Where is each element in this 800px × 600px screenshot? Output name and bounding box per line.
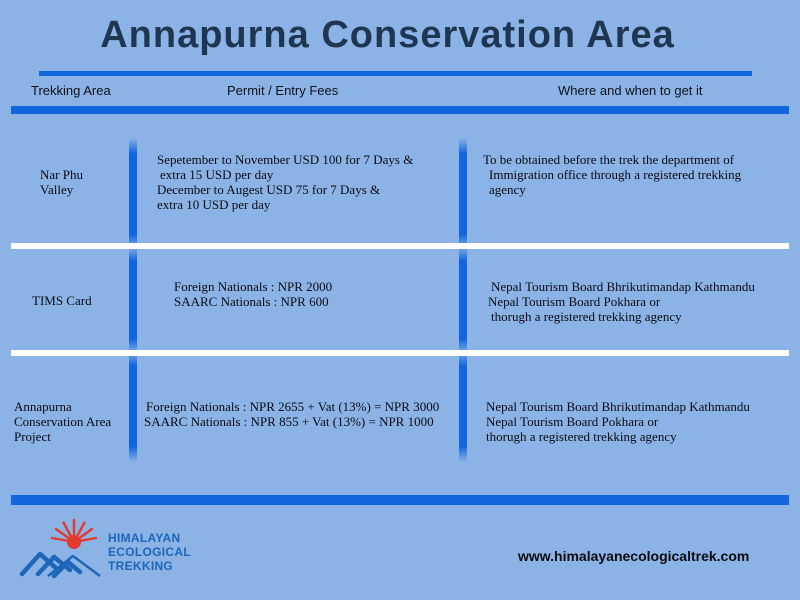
fee-text-line: extra 15 USD per day xyxy=(160,167,274,182)
fee-text-line: Foreign Nationals : NPR 2655 + Vat (13%) = NPR 3000 xyxy=(146,399,440,414)
logo-line: ECOLOGICAL xyxy=(108,545,191,559)
area-text-line: Annapurna xyxy=(14,399,72,414)
fee-text-line: SAARC Nationals : NPR 855 + Vat (13%) = NPR 1000 xyxy=(144,414,434,429)
title-underline xyxy=(39,71,752,76)
logo-text xyxy=(108,531,191,573)
where-text-line: Immigration office through a registered trekking xyxy=(489,167,742,182)
fee-text-line: extra 10 USD per day xyxy=(157,197,271,212)
fee-text-line: December to Augest USD 75 for 7 Days & xyxy=(157,182,381,197)
where-text-line: Nepal Tourism Board Bhrikutimandap Kathmandu xyxy=(491,279,755,294)
where-text-line: agency xyxy=(489,182,526,197)
column-divider xyxy=(129,246,137,354)
himalayan-logo-icon xyxy=(18,518,108,580)
row-tims-area xyxy=(32,293,92,308)
column-divider xyxy=(459,246,467,354)
row-divider xyxy=(11,350,789,356)
where-text-line: thorugh a registered trekking agency xyxy=(491,309,682,324)
row-tims-fees xyxy=(174,279,332,309)
fee-text-line: Sepetember to November USD 100 for 7 Days & xyxy=(157,152,414,167)
row-acap-area xyxy=(14,399,111,444)
row-acap-where xyxy=(486,399,750,444)
row-divider xyxy=(11,243,789,249)
row-nar-phu-where xyxy=(483,152,741,197)
header-divider xyxy=(11,106,789,114)
column-divider xyxy=(459,350,467,462)
footer-divider xyxy=(11,495,789,505)
fee-text-line: Foreign Nationals : NPR 2000 xyxy=(174,279,333,294)
column-divider xyxy=(129,350,137,462)
where-text-line: Nepal Tourism Board Pokhara or xyxy=(486,414,659,429)
logo-line: HIMALAYAN xyxy=(108,531,181,545)
header-permit-fees: Permit / Entry Fees xyxy=(227,83,339,98)
where-text-line: Nepal Tourism Board Pokhara or xyxy=(488,294,661,309)
area-text-line: Project xyxy=(14,429,51,444)
column-divider xyxy=(129,138,137,250)
area-text-line: TIMS Card xyxy=(32,293,92,308)
logo-line: TREKKING xyxy=(108,559,174,573)
area-text-line: Nar Phu xyxy=(40,167,83,182)
row-acap-fees xyxy=(144,399,439,429)
header-where-when: Where and when to get it xyxy=(558,83,703,98)
column-divider xyxy=(459,138,467,250)
area-text-line: Valley xyxy=(40,182,74,197)
row-nar-phu-fees xyxy=(157,152,413,212)
row-nar-phu-area xyxy=(40,167,83,197)
header-trekking-area: Trekking Area xyxy=(31,83,111,98)
row-tims-where xyxy=(488,279,755,324)
fee-text-line: SAARC Nationals : NPR 600 xyxy=(174,294,329,309)
where-text-line: Nepal Tourism Board Bhrikutimandap Kathmandu xyxy=(486,399,750,414)
page-title: Annapurna Conservation Area xyxy=(100,14,675,56)
website-link[interactable]: www.himalayanecologicaltrek.com xyxy=(518,548,750,564)
where-text-line: thorugh a registered trekking agency xyxy=(486,429,677,444)
where-text-line: To be obtained before the trek the department of xyxy=(483,152,735,167)
area-text-line: Conservation Area xyxy=(14,414,112,429)
